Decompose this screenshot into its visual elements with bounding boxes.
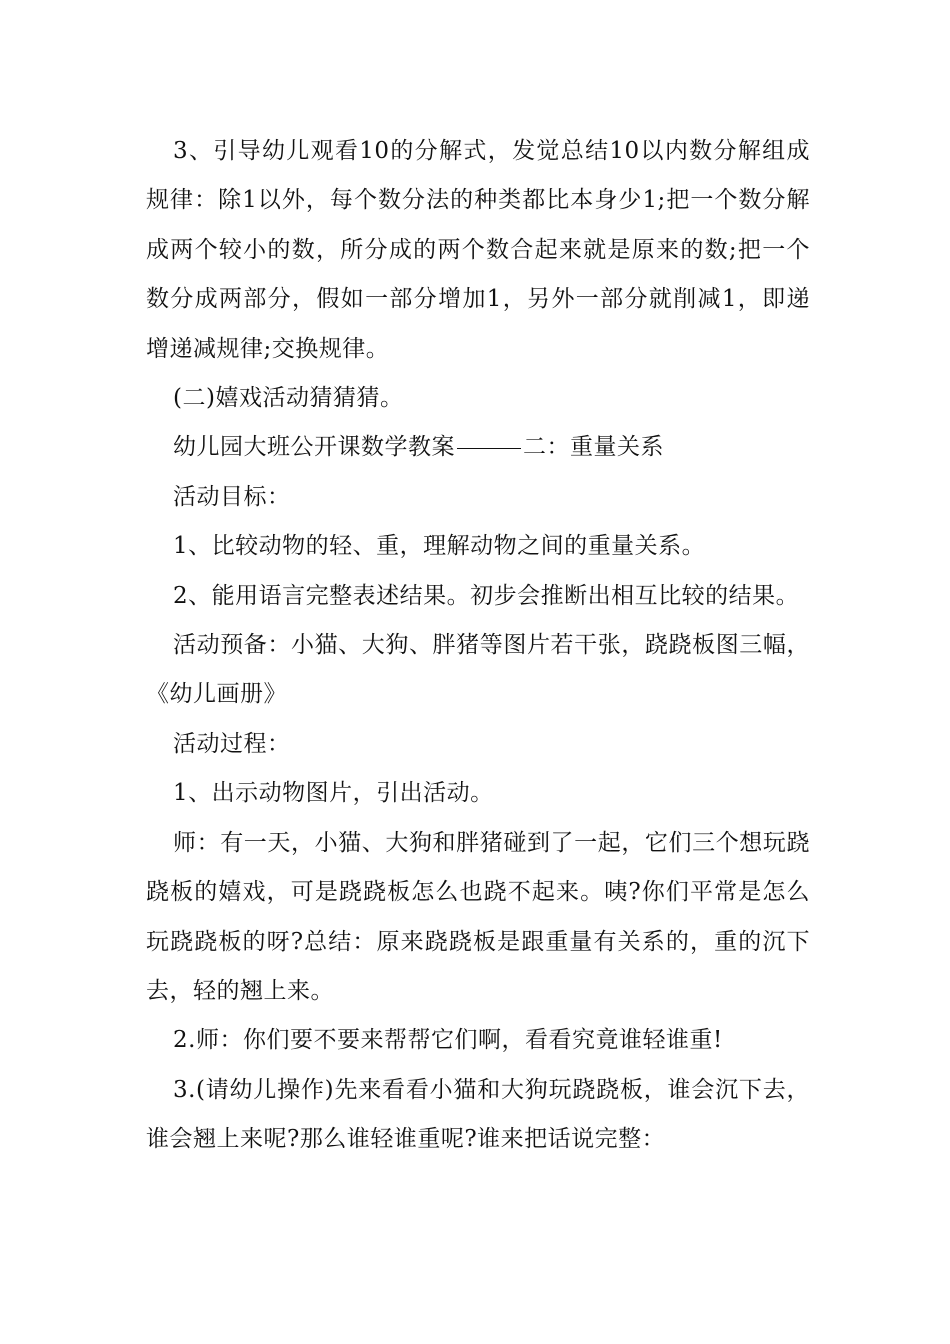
paragraph-game-guess: (二)嬉戏活动猜猜猜。 [173,385,404,412]
lesson-title-main: 幼儿园大班公开课数学教案 [173,434,455,461]
paragraph-preparation: 活动预备：小猫、大狗、胖猪等图片若干张，跷跷板图三幅，《幼儿画册》 [146,632,810,708]
process-step-2: 2.师：你们要不要来帮帮它们啊，看看究竟谁轻谁重! [173,1027,723,1054]
process-step-1: 1、出示动物图片，引出活动。 [173,780,494,807]
section-heading-goals: 活动目标： [173,483,291,510]
lesson-title-sub: 二：重量关系 [523,434,664,461]
document-body [146,127,810,1165]
section-heading-process: 活动过程： [173,730,291,757]
goal-item-1: 1、比较动物的轻、重，理解动物之间的重量关系。 [173,533,706,560]
process-step-3: 3.(请幼儿操作)先来看看小猫和大狗玩跷跷板，谁会沉下去，谁会翘上来呢?那么谁轻谁重呢?谁来把话说完整： [146,1076,810,1153]
title-blank-line [457,448,521,449]
paragraph-decomposition-rules: 3、引导幼儿观看10的分解式，发觉总结10以内数分解组成规律：除1以外，每个数分法的种类都比本身少1;把一个数分解成两个较小的数，所分成的两个数合起来就是原来的数;把一个数分成两部分，假如一部分增加1，另外一部分就削减1，即递增递减规律;交换规律。 [146,138,810,362]
lesson-title [146,423,810,472]
goal-item-2: 2、能用语言完整表述结果。初步会推断出相互比较的结果。 [173,582,800,609]
paragraph-teacher-story: 师：有一天，小猫、大狗和胖猪碰到了一起，它们三个想玩跷跷板的嬉戏，可是跷跷板怎么也跷不起来。咦?你们平常是怎么玩跷跷板的呀?总结：原来跷跷板是跟重量有关系的，重的沉下去，轻的翘上来。 [146,829,810,1004]
